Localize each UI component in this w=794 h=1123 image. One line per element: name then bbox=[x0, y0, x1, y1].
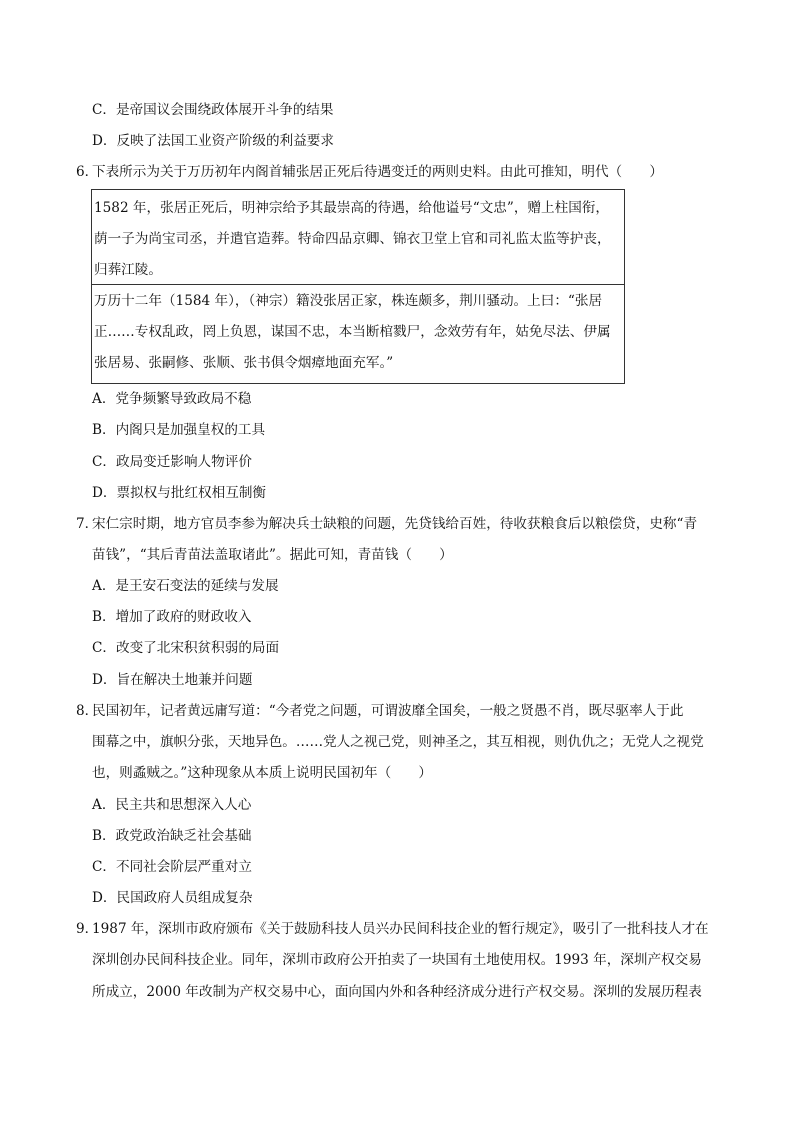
q7-number: 7． bbox=[76, 516, 99, 532]
q7-option-b: B．增加了政府的财政收入 bbox=[92, 609, 252, 625]
q6-option-d: D．票拟权与批红权相互制衡 bbox=[92, 485, 267, 501]
q7-stem-line1: 宋仁宗时期，地方官员李参为解决兵士缺粮的问题，先贷钱给百姓，待收获粮食后以粮偿贷，史称“青 bbox=[92, 516, 698, 532]
q8-option-a: A．民主共和思想深入人心 bbox=[92, 797, 252, 813]
table-row bbox=[92, 190, 624, 285]
q8-stem-line2: 围幕之中，旗帜分张，天地异色。……党人之视己党，则神圣之，其互相视，则仇仇之；无党人之视党 bbox=[92, 734, 704, 750]
q6-option-b: B．内阁只是加强皇权的工具 bbox=[92, 422, 266, 438]
q8-option-d: D．民国政府人员组成复杂 bbox=[92, 890, 253, 906]
q8-number: 8． bbox=[76, 703, 99, 719]
q9-stem-line2: 深圳创办民间科技企业。同年，深圳市政府公开拍卖了一块国有土地使用权。1993 年，深圳产权交易 bbox=[92, 952, 702, 968]
q8-stem-line3: 也，则蟊贼之。”这种现象从本质上说明民国初年（ ） bbox=[92, 765, 432, 781]
q6-number: 6． bbox=[76, 164, 99, 180]
q6-stem: 下表所示为关于万历初年内阁首辅张居正死后待遇变迁的两则史料。由此可推知，明代（ ） bbox=[92, 164, 663, 180]
table-cell-line: 荫一子为尚宝司丞，并遣官造葬。特命四品京卿、锦衣卫堂上官和司礼监太监等护丧， bbox=[94, 231, 611, 247]
table-cell-line: 正……专权乱政，罔上负恩，谋国不忠，本当断棺戮尸，念效劳有年，姑免尽法、伊属 bbox=[94, 324, 611, 340]
q9-number: 9． bbox=[76, 921, 99, 937]
q7-option-c: C．改变了北宋积贫积弱的局面 bbox=[92, 640, 280, 656]
q6-option-a: A．党争频繁导致政局不稳 bbox=[92, 391, 252, 407]
q6-source-table bbox=[91, 189, 625, 384]
q9-stem-line3: 所成立，2000 年改制为产权交易中心，面向国内外和各种经济成分进行产权交易。深圳的发展历程表 bbox=[92, 984, 702, 1000]
table-cell-line: 归葬江陵。 bbox=[94, 262, 162, 278]
q5-option-c: C．是帝国议会围绕政体展开斗争的结果 bbox=[92, 102, 334, 118]
q8-stem-line1: 民国初年，记者黄远庸写道：“今者党之问题，可谓波靡全国矣，一般之贤愚不肖，既尽驱率人于此 bbox=[92, 703, 684, 719]
q8-option-b: B．政党政治缺乏社会基础 bbox=[92, 828, 252, 844]
table-row bbox=[92, 285, 624, 383]
table-cell-line: 张居易、张嗣修、张顺、张书俱令烟瘴地面充军。” bbox=[94, 355, 394, 371]
q9-stem-line1: 1987 年，深圳市政府颁布《关于鼓励科技人员兴办民间科技企业的暂行规定》，吸引了一批科技人才在 bbox=[92, 921, 709, 937]
q7-stem-line2: 苗钱”，“其后青苗法盖取诸此”。据此可知，青苗钱（ ） bbox=[92, 547, 453, 563]
table-cell-line: 万历十二年（1584 年），（神宗）籍没张居正家，株连颇多，荆川骚动。上曰：“张居 bbox=[94, 293, 603, 309]
q8-option-c: C．不同社会阶层严重对立 bbox=[92, 859, 252, 875]
q5-option-d: D．反映了法国工业资产阶级的利益要求 bbox=[92, 133, 334, 149]
table-cell-line: 1582 年，张居正死后，明神宗给予其最崇高的待遇，给他谥号“文忠”，赠上柱国衔， bbox=[94, 200, 610, 216]
q7-option-a: A．是王安石变法的延续与发展 bbox=[92, 578, 279, 594]
q7-option-d: D．旨在解决土地兼并问题 bbox=[92, 672, 253, 688]
q6-option-c: C．政局变迁影响人物评价 bbox=[92, 454, 252, 470]
